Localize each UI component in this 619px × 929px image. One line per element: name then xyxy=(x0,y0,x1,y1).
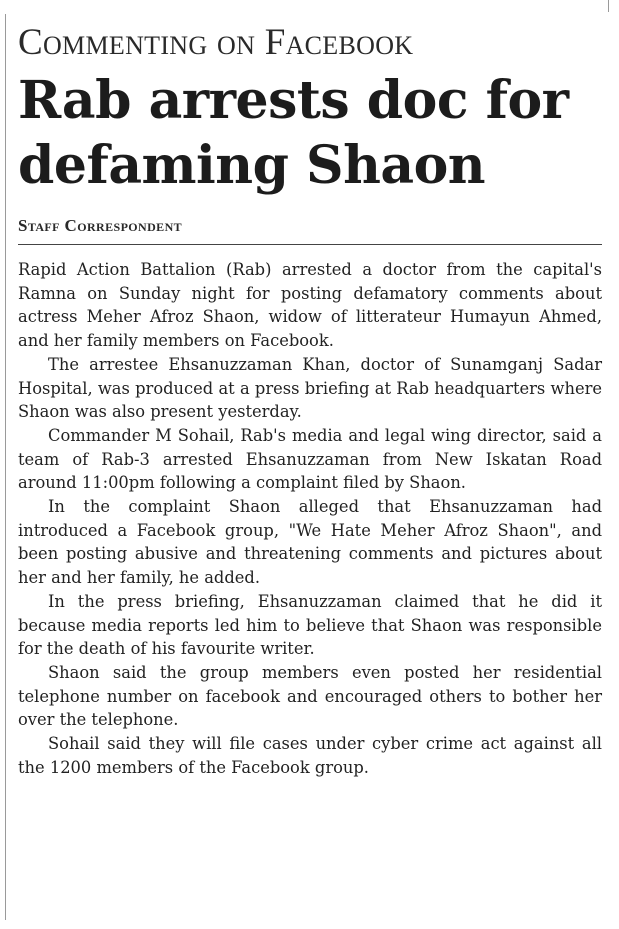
paragraph-5: In the press briefing, Ehsanuzzaman claimed that he did it because media reports led him to believe that Shaon was responsible for the death of his favourite writer. xyxy=(18,591,602,659)
paragraph-2: The arrestee Ehsanuzzaman Khan, doctor of Sunamganj Sadar Hospital, was produced at a press briefing at Rab headquarters where Shaon was also present yesterday. xyxy=(18,354,602,422)
kicker: Commenting on Facebook xyxy=(18,22,414,63)
byline: Staff Correspondent xyxy=(18,216,602,245)
article-body xyxy=(18,258,602,779)
paragraph-1: Rapid Action Battalion (Rab) arrested a doctor from the capital's Ramna on Sunday night for posting defamatory comments about actress Meher Afroz Shaon, widow of litterateur Humayun Ahmed, and her family members on Facebook. xyxy=(18,260,602,351)
column-rule-left xyxy=(5,14,6,920)
column-rule-right xyxy=(608,0,609,12)
paragraph-6: Shaon said the group members even posted her residential telephone number on facebook and encouraged others to bother her over the telephone. xyxy=(18,662,602,730)
paragraph-3: Commander M Sohail, Rab's media and legal wing director, said a team of Rab-3 arrested Ehsanuzzaman from New Iskatan Road around 11:00pm following a complaint filed by Shaon. xyxy=(18,425,602,493)
article xyxy=(18,20,602,779)
paragraph-4: In the complaint Shaon alleged that Ehsanuzzaman had introduced a Facebook group, "We Hate Meher Afroz Shaon", and been posting abusive and threatening comments and pictures about her and her family, he added. xyxy=(18,497,602,588)
paragraph-7: Sohail said they will file cases under cyber crime act against all the 1200 members of the Facebook group. xyxy=(18,734,602,777)
headline: Rab arrests doc for defaming Shaon xyxy=(18,70,569,196)
